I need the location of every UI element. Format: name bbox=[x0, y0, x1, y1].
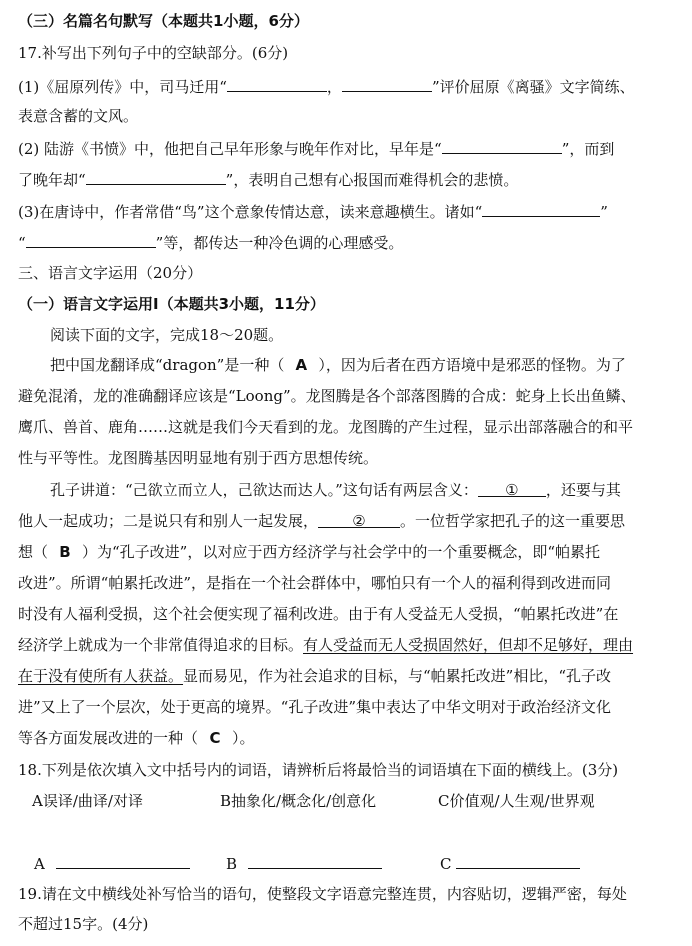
q17-part2-line1 bbox=[18, 137, 614, 159]
answer-blank[interactable] bbox=[442, 137, 562, 154]
passage-blank-2[interactable]: ② bbox=[318, 511, 400, 528]
answer-blank[interactable] bbox=[456, 852, 580, 869]
q18-answer-c bbox=[440, 852, 580, 873]
passage-text: 显而易见，作为社会追求的目标，与“帕累托改进”相比，“孔子改 bbox=[183, 667, 612, 685]
passage-blank-1[interactable]: ① bbox=[478, 480, 546, 497]
q17-part1-line2: 表意含蓄的文风。 bbox=[18, 107, 139, 125]
q17-part2-line2 bbox=[18, 168, 518, 190]
q17-part3-text-d: ”等，都传达一种冷色调的心理感受。 bbox=[155, 234, 404, 252]
reading-instruction: 阅读下面的文字，完成18～20题。 bbox=[50, 326, 284, 344]
passage-text: 想（ bbox=[18, 543, 49, 561]
q18-stem: 18.下列是依次填入文中括号内的词语，请辨析后将最恰当的词语填在下面的横线上。(3分) bbox=[18, 761, 619, 779]
section-title: （三）名篇名句默写（本题共1小题，6分） bbox=[18, 12, 309, 30]
passage-line: 改进”。所谓“帕累托改进”，是指在一个社会群体中，哪怕只有一个人的福利得到改进而同 bbox=[18, 574, 612, 592]
q17-part2-text-d: ”，表明自己想有心报国而难得机会的悲愤。 bbox=[225, 171, 519, 189]
answer-blank[interactable] bbox=[26, 231, 156, 248]
answer-blank[interactable] bbox=[56, 852, 190, 869]
answer-blank[interactable] bbox=[248, 852, 382, 869]
answer-letter: C bbox=[209, 729, 221, 747]
q17-stem: 17.补写出下列句子中的空缺部分。(6分) bbox=[18, 44, 289, 62]
passage-text: 孔子讲道：“己欲立而立人，己欲达而达人。”这句话有两层含义： bbox=[50, 481, 478, 499]
passage-text: 他人一起成功；二是说只有和别人一起发展， bbox=[18, 512, 319, 530]
q17-part1-comma: ， bbox=[326, 78, 342, 96]
q17-part2-text-b: ”，而到 bbox=[561, 140, 615, 158]
q17-part2-text-a: (2) 陆游《书愤》中，他把自己早年形象与晚年作对比，早年是“ bbox=[18, 140, 442, 158]
q17-part1-text-a: (1)《屈原列传》中，司马迁用“ bbox=[18, 78, 227, 96]
passage-text: 经济学上就成为一个非常值得追求的目标。 bbox=[18, 636, 304, 654]
passage-text: ）为“孔子改进”，以对应于西方经济学与社会学中的一个重要概念，即“帕累托 bbox=[82, 543, 601, 561]
q17-part3-text-b: ” bbox=[600, 203, 608, 221]
underlined-sentence: 在于没有使所有人获益。 bbox=[18, 667, 184, 685]
answer-blank[interactable] bbox=[342, 75, 432, 92]
passage-line: 时没有人福利受损，这个社会便实现了福利改进。由于有人受益无人受损，“帕累托改进”在 bbox=[18, 605, 619, 623]
q17-part2-text-c: 了晚年却“ bbox=[18, 171, 86, 189]
answer-letter: B bbox=[59, 543, 71, 561]
q17-part1-line1 bbox=[18, 75, 635, 97]
passage-line: 避免混淆，龙的准确翻译应该是“Loong”。龙图腾是各个部落图腾的合成：蛇身上长出鱼鳞、 bbox=[18, 387, 636, 405]
passage-text: ），因为后者在西方语境中是邪恶的怪物。为了 bbox=[318, 356, 626, 374]
passage-line: 鹰爪、兽首、鹿角……这就是我们今天看到的龙。龙图腾的产生过程，显示出部落融合的和平 bbox=[18, 418, 634, 436]
passage-text: 把中国龙翻译成“dragon”是一种（ bbox=[50, 356, 285, 374]
passage-line bbox=[50, 480, 621, 500]
passage-text: ）。 bbox=[232, 729, 255, 747]
q17-part3-line2 bbox=[18, 231, 403, 253]
passage-line bbox=[18, 542, 600, 562]
underlined-sentence: 有人受益而无人受损固然好，但却不足够好，理由 bbox=[303, 636, 634, 654]
passage-line bbox=[18, 635, 633, 655]
q18-option-b: B抽象化/概念化/创意化 bbox=[220, 792, 377, 810]
q18-answer-a bbox=[34, 852, 190, 873]
q17-part3-text-a: (3)在唐诗中，作者常借“鸟”这个意象传情达意，读来意趣横生。诸如“ bbox=[18, 203, 483, 221]
q18-answer-b bbox=[226, 852, 382, 873]
passage-line: 性与平等性。龙图腾基因明显地有别于西方思想传统。 bbox=[18, 449, 379, 467]
q17-part1-text-b: ”评价屈原《离骚》文字简练、 bbox=[431, 78, 635, 96]
subsection-title: （一）语言文字运用Ⅰ（本题共3小题，11分） bbox=[18, 295, 325, 313]
passage-text: 。一位哲学家把孔子的这一重要思 bbox=[400, 512, 626, 530]
passage-line bbox=[50, 355, 626, 375]
answer-blank[interactable] bbox=[86, 168, 226, 185]
answer-blank[interactable] bbox=[482, 200, 600, 217]
passage-line: 进”又上了一个层次，处于更高的境界。“孔子改进”集中表达了中华文明对于政治经济文化 bbox=[18, 698, 612, 716]
q17-part3-line1 bbox=[18, 200, 608, 222]
part-title: 三、语言文字运用（20分） bbox=[18, 264, 203, 282]
passage-line bbox=[18, 666, 611, 686]
blank-label: A bbox=[34, 855, 45, 873]
blank-label: B bbox=[226, 855, 238, 873]
passage-text: ，还要与其 bbox=[545, 481, 621, 499]
passage-line bbox=[18, 511, 625, 531]
q19-stem-continued: 不超过15字。(4分) bbox=[18, 915, 149, 933]
answer-letter: A bbox=[295, 356, 308, 374]
q18-option-c: C价值观/人生观/世界观 bbox=[438, 792, 595, 810]
answer-blank[interactable] bbox=[227, 75, 327, 92]
passage-line bbox=[18, 728, 255, 748]
blank-label: C bbox=[440, 855, 452, 873]
q19-stem: 19.请在文中横线处补写恰当的语句，使整段文字语意完整连贯，内容贴切，逻辑严密，每处 bbox=[18, 885, 627, 903]
passage-text: 等各方面发展改进的一种（ bbox=[18, 729, 199, 747]
q17-part3-text-c: “ bbox=[18, 234, 26, 252]
q18-option-a: A误译/曲译/对译 bbox=[32, 792, 143, 810]
